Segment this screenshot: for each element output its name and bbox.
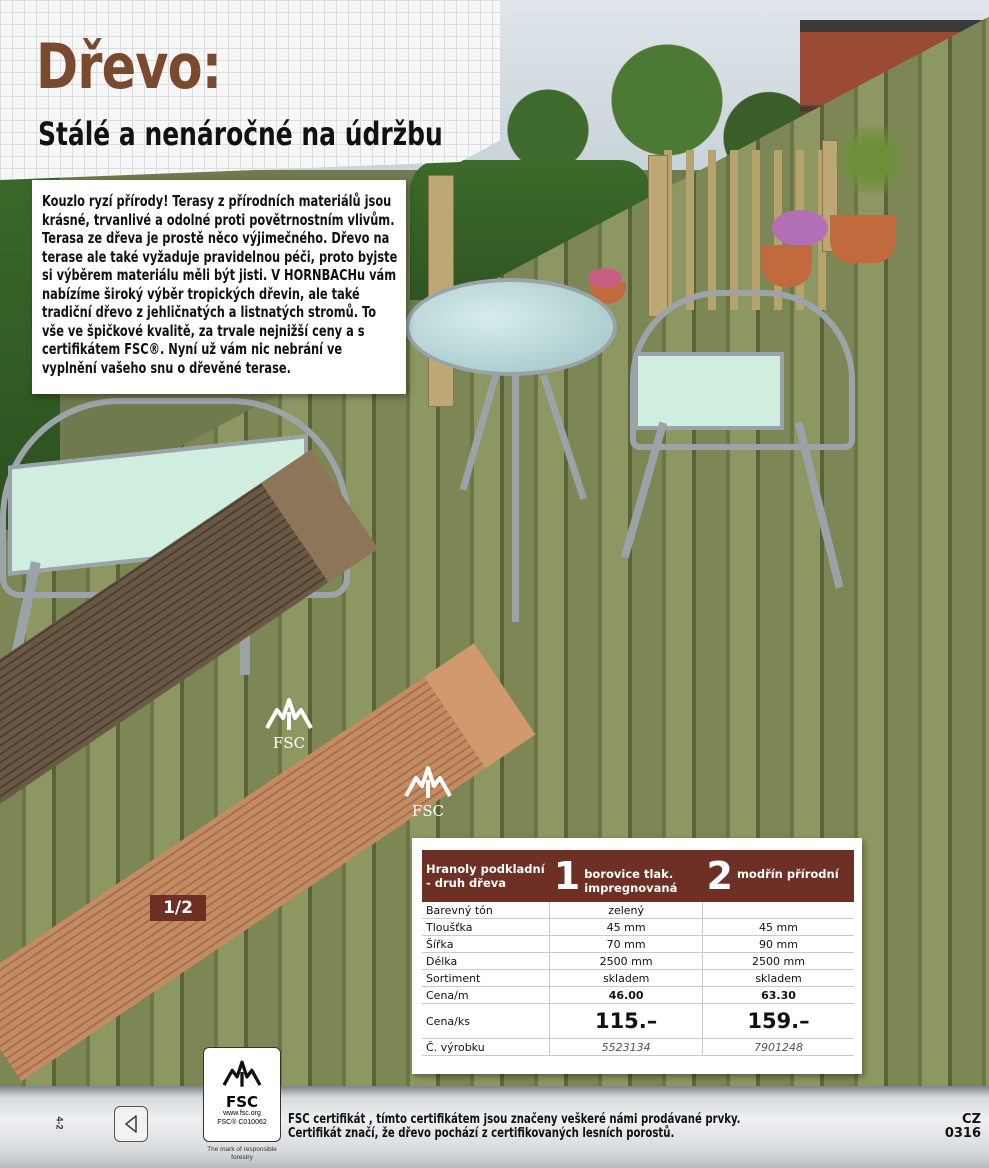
fsc-mark — [254, 690, 324, 752]
spec-col1-number: 1 — [553, 854, 581, 898]
patio-table — [405, 278, 617, 376]
fsc-logo — [203, 1047, 281, 1142]
fsc-tree-icon — [402, 758, 454, 802]
fsc-mark — [393, 758, 463, 820]
spec-col2-number: 2 — [706, 854, 733, 898]
page-subtitle: Stálé a nenáročné na údržbu — [38, 115, 443, 153]
page-title: Dřevo: — [36, 30, 222, 103]
row-label: Barevný tón — [422, 902, 550, 919]
table-row — [422, 919, 854, 936]
table-leg — [512, 372, 519, 622]
side-page-number: 4-2 — [54, 1116, 65, 1130]
back-button[interactable] — [114, 1106, 148, 1142]
row-value-1: 46.00 — [550, 987, 703, 1004]
country-code: CZ — [962, 1112, 981, 1127]
table-row — [422, 953, 854, 970]
row-label: Tloušťka — [422, 919, 550, 936]
table-row — [422, 970, 854, 987]
row-label: Č. výrobku — [422, 1039, 550, 1056]
intro-text: Kouzlo ryzí přírody! Terasy z přírodních materiálů jsou krásné, trvanlivé a odolné proti povětrnostním vlivům. Terasa ze dřeva je prostě něco výjimečného. Dřevo na terase ale také vyžaduje pravidelnou péči, proto byjste si výběrem materiálu měli být jisti. V HORNBACHu vám nabízíme široký výběr tropických dřevin, ale také tradiční dřevo z jehličnatých a listnatých stromů. To vše ve špičkové kvalitě, za trvale nejnižší ceny a s certifikátem FSC®. Nyní už vám nic nebrání ve vyplnění vašeho snu o dřevěné terase. — [42, 192, 398, 377]
row-value-1: 2500 mm — [550, 953, 703, 970]
railing-post — [648, 155, 668, 317]
back-arrow-icon — [115, 1107, 147, 1141]
row-value-2 — [703, 902, 855, 919]
row-value-1: skladem — [550, 970, 703, 987]
row-value-2: 159.– — [703, 1004, 855, 1039]
flower-pot — [762, 245, 812, 287]
row-value-2: skladem — [703, 970, 855, 987]
row-value-2: 7901248 — [703, 1039, 855, 1056]
page-number: 0316 — [944, 1126, 981, 1141]
spec-header-col2 — [703, 850, 855, 902]
fsc-note-line2: Certifikát značí, že dřevo pochází z certifikovaných lesních porostů. — [288, 1126, 675, 1141]
fsc-tree-icon — [220, 1054, 264, 1090]
table-row — [422, 1004, 854, 1039]
row-label: Sortiment — [422, 970, 550, 987]
table-row — [422, 987, 854, 1004]
fsc-logo-url: www.fsc.org — [223, 1110, 261, 1117]
intro-box — [32, 180, 406, 394]
fsc-note — [288, 1113, 741, 1141]
flower-plant — [588, 268, 622, 288]
spec-table-card — [412, 838, 862, 1074]
row-label: Délka — [422, 953, 550, 970]
plant-pot — [830, 215, 896, 263]
fsc-logo-name: FSC — [225, 1093, 259, 1111]
product-tag: 1/2 — [150, 895, 206, 921]
row-value-1: 70 mm — [550, 936, 703, 953]
fsc-logo-code: FSC® C010062 — [217, 1119, 267, 1126]
flower-plant — [772, 210, 828, 246]
row-value-2: 63.30 — [703, 987, 855, 1004]
fsc-tagline: The mark of responsible forestry — [207, 1146, 277, 1161]
row-label: Šířka — [422, 936, 550, 953]
row-value-2: 45 mm — [703, 919, 855, 936]
row-value-2: 2500 mm — [703, 953, 855, 970]
spec-col2-label: modřín přírodní — [736, 867, 839, 881]
table-row — [422, 1039, 854, 1056]
spec-table — [422, 850, 854, 1056]
row-value-1: 45 mm — [550, 919, 703, 936]
table-row — [422, 902, 854, 919]
row-value-1: 5523134 — [550, 1039, 703, 1056]
palm-plant — [832, 110, 912, 210]
fsc-tree-icon — [263, 690, 315, 734]
row-value-1: zelený — [550, 902, 703, 919]
page-code — [945, 1113, 981, 1141]
fsc-note-line1: FSC certifikát , tímto certifikátem jsou značeny veškeré námi prodávané prvky. — [288, 1112, 741, 1127]
spec-header-col1 — [550, 850, 703, 902]
row-label: Cena/ks — [422, 1004, 550, 1039]
row-value-1: 115.– — [550, 1004, 703, 1039]
fsc-label: FSC — [411, 802, 445, 820]
spec-table-header — [422, 850, 854, 902]
row-label: Cena/m — [422, 987, 550, 1004]
chair-seat — [634, 352, 784, 430]
row-value-2: 90 mm — [703, 936, 855, 953]
fsc-label: FSC — [272, 734, 306, 752]
spec-col1-label: borovice tlak. impregnovaná — [584, 867, 678, 895]
table-row — [422, 936, 854, 953]
spec-header-label: Hranoly podkladní - druh dřeva — [422, 850, 550, 902]
